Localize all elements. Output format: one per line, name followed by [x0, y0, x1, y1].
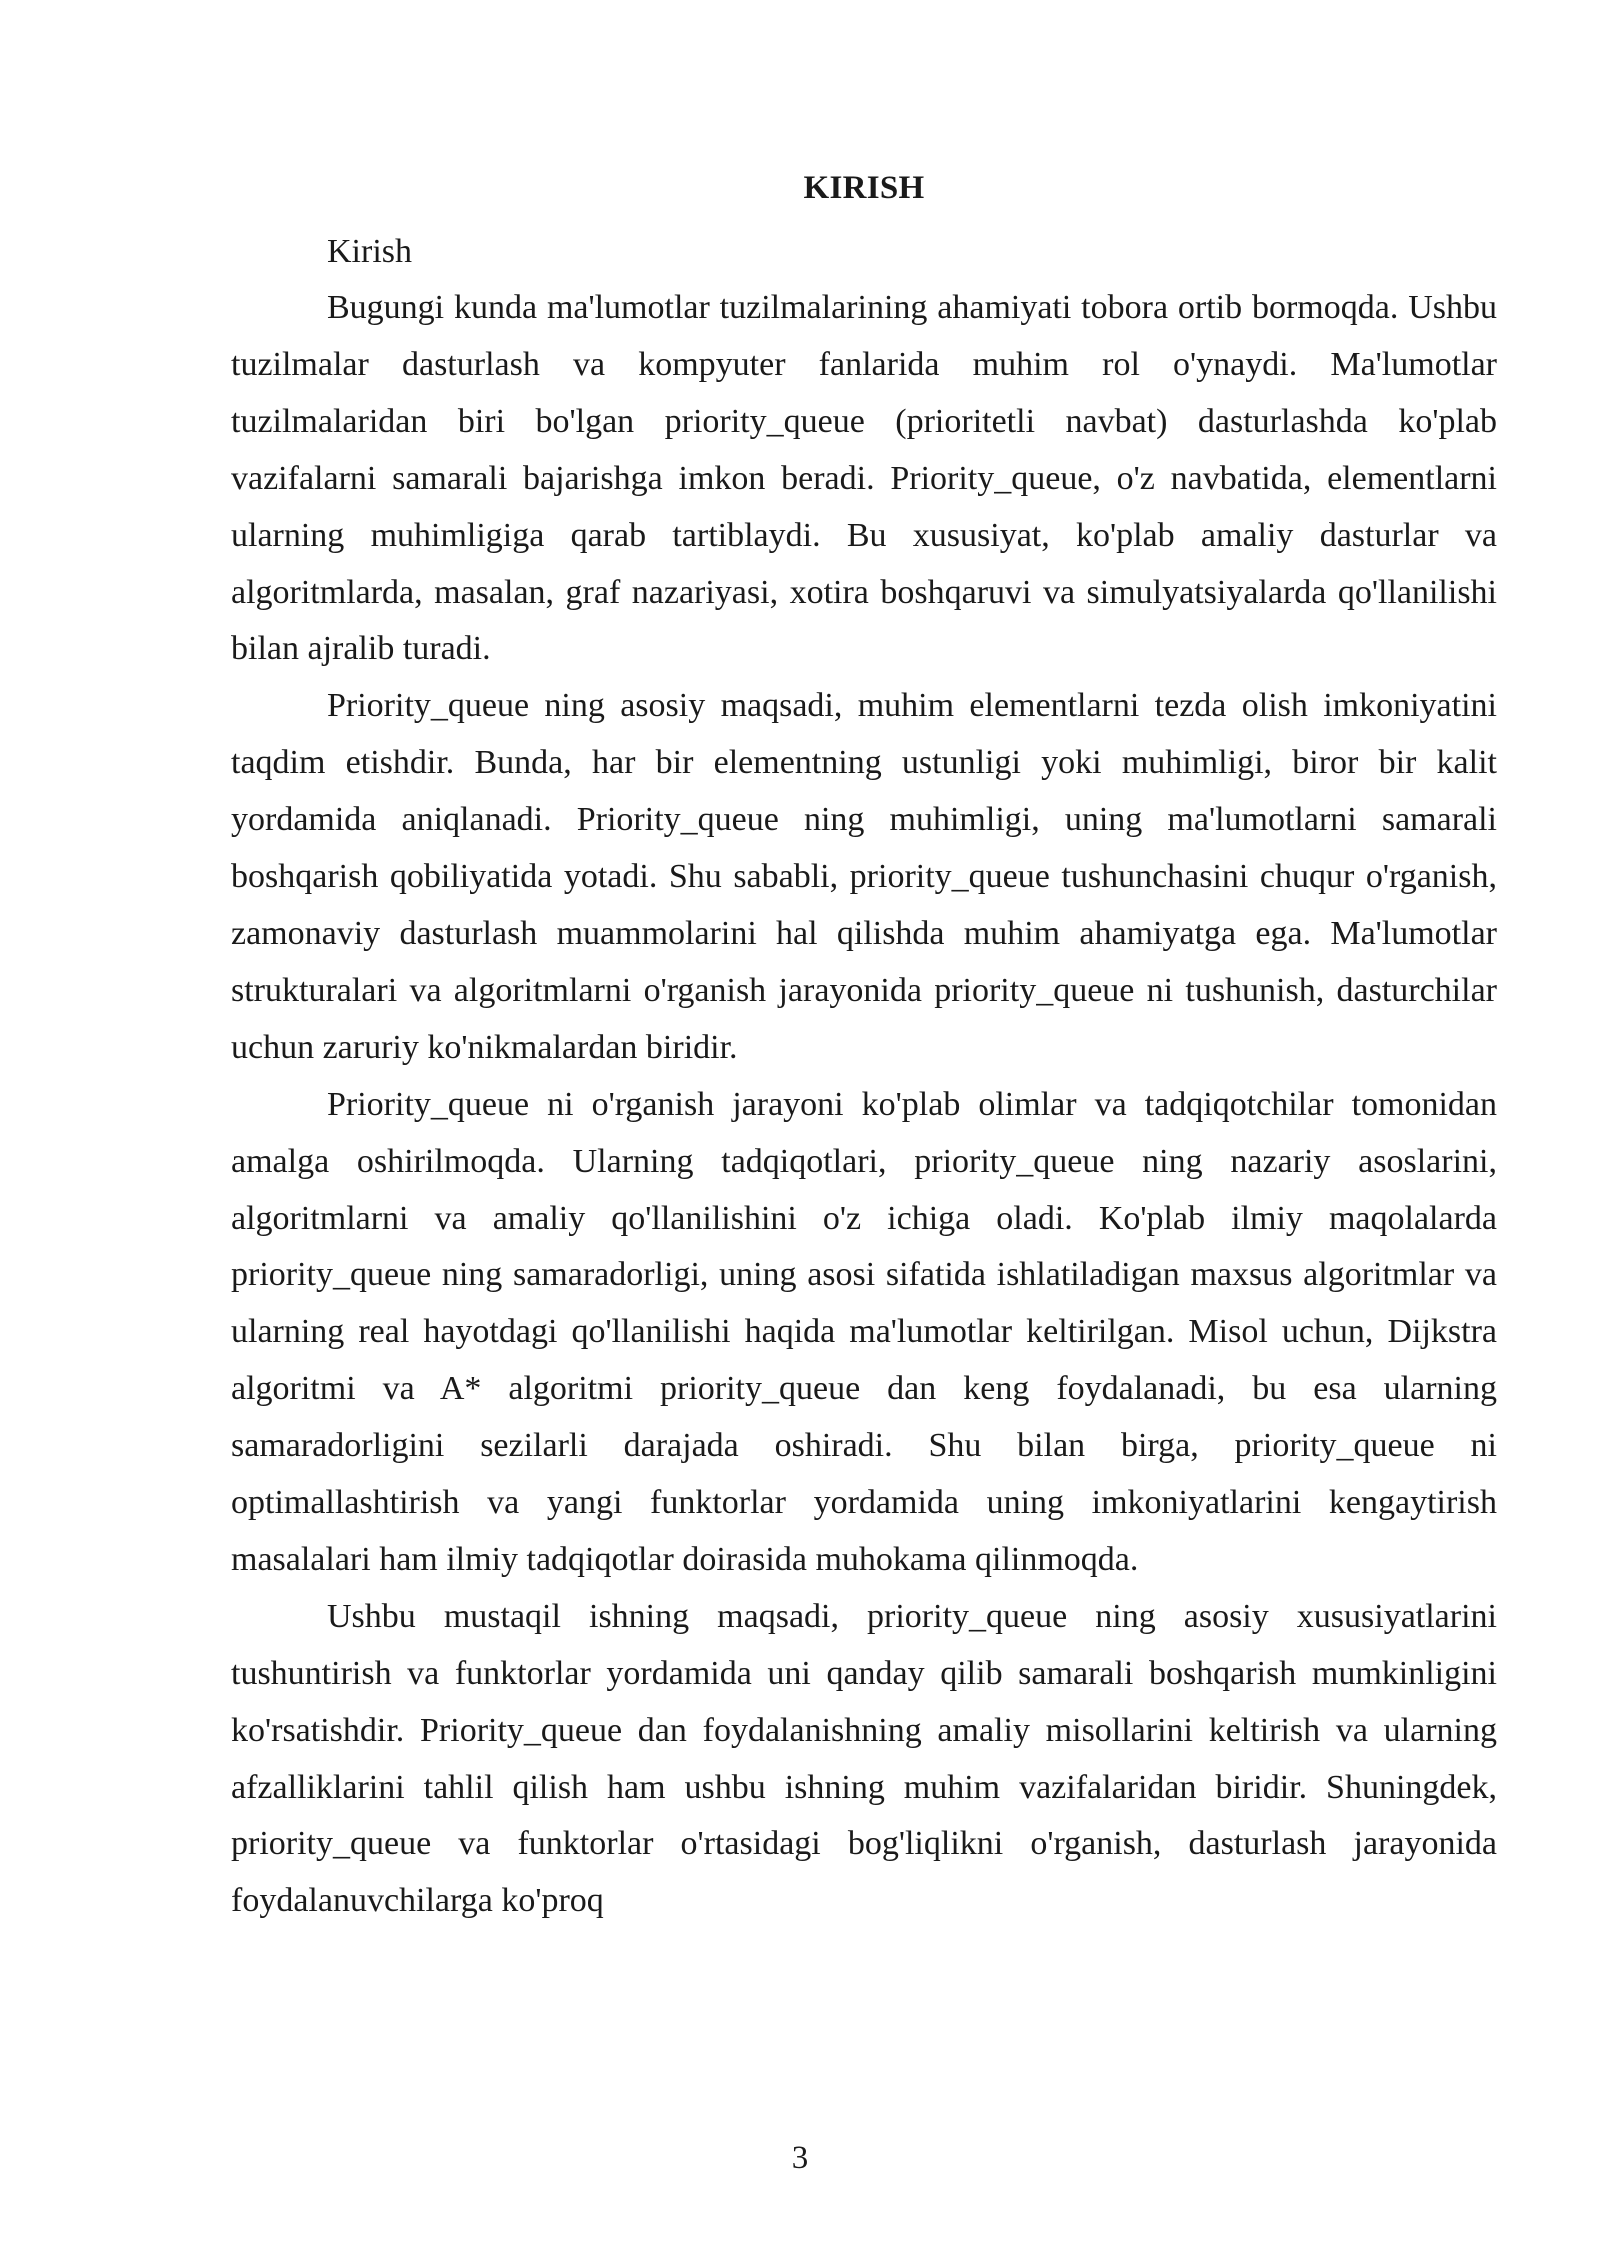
paragraph-4: Ushbu mustaqil ishning maqsadi, priority_queue ning asosiy xususiyatlarini tushuntirish va funktorlar yordamida uni qanday qilib samarali boshqarish mumkinligini ko'rsatishdir. Priority_queue dan foydalanishning amaliy misollarini keltirish va ularning afzalliklarini tahlil qilish ham ushbu ishning muhim vazifalaridan biridir. Shuningdek, priority_queue va funktorlar o'rtasidagi bog'liqlikni o'rganish, dasturlash jarayonida foydalanuvchilarga ko'proq: [231, 1597, 1497, 1920]
page-title: KIRISH: [803, 170, 925, 206]
page-number: 3: [791, 2140, 809, 2176]
paragraph-2: Priority_queue ning asosiy maqsadi, muhim elementlarni tezda olish imkoniyatini taqdim etishdir. Bunda, har bir elementning ustunligi yoki muhimligi, biror bir kalit yordamida aniqlanadi. Priority_queue ning muhimligi, uning ma'lumotlarni samarali boshqarish qobiliyatida yotadi. Shu sababli, priority_queue tushunchasini chuqur o'rganish, zamonaviy dasturlash muammolarini hal qilishda muhim ahamiyatga ega. Ma'lumotlar strukturalari va algoritmlarni o'rganish jarayonida priority_queue ni tushunish, dasturchilar uchun zaruriy ko'nikmalardan biridir.: [231, 687, 1497, 1066]
paragraph-1: Bugungi kunda ma'lumotlar tuzilmalarining ahamiyati tobora ortib bormoqda. Ushbu tuzilmalar dasturlash va kompyuter fanlarida muhim rol o'ynaydi. Ma'lumotlar tuzilmalaridan biri bo'lgan priority_queue (prioritetli navbat) dasturlashda ko'plab vazifalarni samarali bajarishga imkon beradi. Priority_queue, o'z navbatida, elementlarni ularning muhimligiga qarab tartiblaydi. Bu xususiyat, ko'plab amaliy dasturlar va algoritmlarda, masalan, graf nazariyasi, xotira boshqaruvi va simulyatsiyalarda qo'llanilishi bilan ajralib turadi.: [231, 289, 1497, 668]
section-subheading: Kirish: [327, 233, 412, 270]
page-content: [231, 160, 1497, 1930]
paragraph-3: Priority_queue ni o'rganish jarayoni ko'plab olimlar va tadqiqotchilar tomonidan amalga oshirilmoqda. Ularning tadqiqotlari, priority_queue ning nazariy asoslarini, algoritmlarni va amaliy qo'llanilishini o'z ichiga oladi. Ko'plab ilmiy maqolalarda priority_queue ning samaradorligi, uning asosi sifatida ishlatiladigan maxsus algoritmlar va ularning real hayotdagi qo'llanilishi haqida ma'lumotlar keltirilgan. Misol uchun, Dijkstra algoritmi va A* algoritmi priority_queue dan keng foydalanadi, bu esa ularning samaradorligini sezilarli darajada oshiradi. Shu bilan birga, priority_queue ni optimallashtirish va yangi funktorlar yordamida uning imkoniyatlarini kengaytirish masalalari ham ilmiy tadqiqotlar doirasida muhokama qilinmoqda.: [231, 1085, 1497, 1578]
